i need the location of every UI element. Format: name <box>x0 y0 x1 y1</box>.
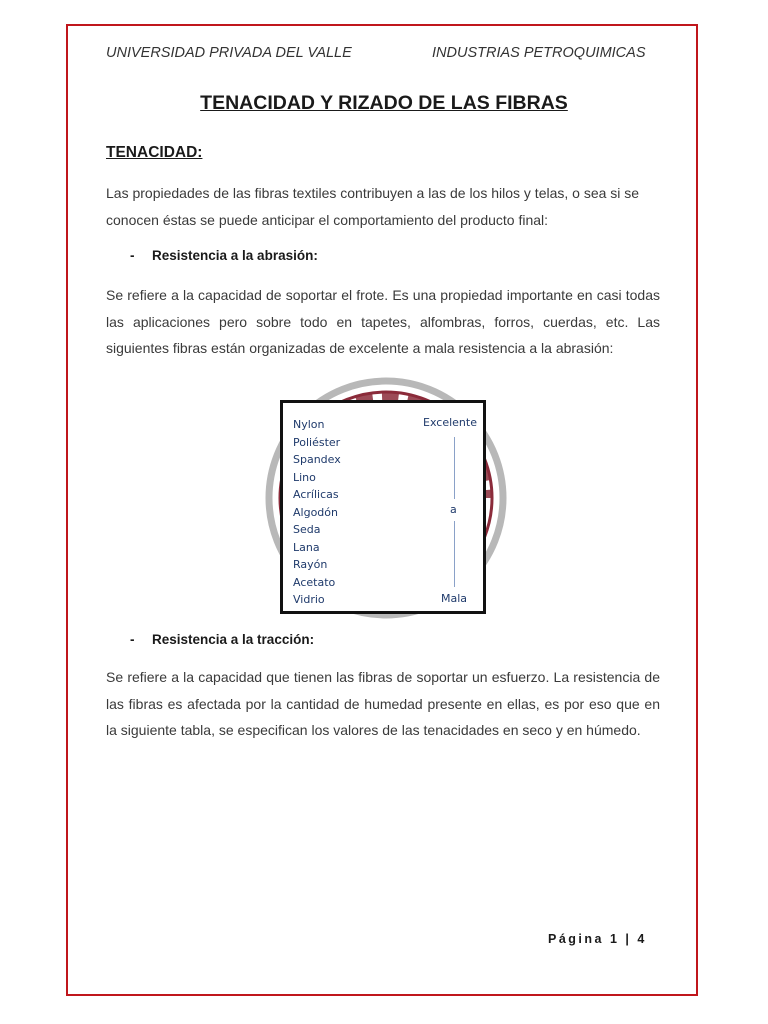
header-university: UNIVERSIDAD PRIVADA DEL VALLE <box>106 45 352 61</box>
abrasion-figure <box>248 370 524 628</box>
fiber-item: Acetato <box>293 575 336 589</box>
scale-line-lower <box>454 521 455 587</box>
fiber-ranking-box <box>280 400 486 614</box>
bullet-dash: - <box>130 632 135 647</box>
fiber-item: Seda <box>293 523 321 536</box>
document-title: TENACIDAD Y RIZADO DE LAS FIBRAS <box>200 92 568 114</box>
fiber-item: Lana <box>293 540 320 554</box>
fiber-item: Vidrio <box>293 593 325 606</box>
scale-label-excellent: Excelente <box>423 416 477 429</box>
fiber-item: Poliéster <box>293 435 341 449</box>
fiber-item: Nylon <box>293 418 325 431</box>
header-course: INDUSTRIAS PETROQUIMICAS <box>432 45 646 61</box>
fiber-item: Acrílicas <box>293 488 339 501</box>
scale-line-upper <box>454 437 455 499</box>
bullet-traction <box>130 632 314 647</box>
abrasion-paragraph: Se refiere a la capacidad de soportar el frote. Es una propiedad importante en casi todas las aplicaciones pero sobre todo en tapetes, alfombras, forros, cuerdas, etc. Las siguientes fibras están organizadas de excelente a mala resistencia a la abrasión: <box>106 287 660 356</box>
fiber-item: Rayón <box>293 558 328 571</box>
traction-paragraph: Se refiere a la capacidad que tienen las fibras de soportar un esfuerzo. La resistencia de las fibras es afectada por la cantidad de humedad presente en ellas, es por eso que en la siguiente tabla, se especifican los valores de las tenacidades en seco y en húmedo. <box>106 669 660 738</box>
page-number: Página 1 | 4 <box>548 932 647 946</box>
bullet-abrasion <box>130 248 318 263</box>
bullet-abrasion-label: Resistencia a la abrasión: <box>152 248 318 263</box>
scale-label-bad: Mala <box>441 592 468 605</box>
scale-label-a: a <box>450 503 457 516</box>
section-heading-tenacidad: TENACIDAD: <box>106 144 203 161</box>
fiber-item: Algodón <box>293 505 338 519</box>
bullet-traction-label: Resistencia a la tracción: <box>152 632 315 647</box>
intro-paragraph: Las propiedades de las fibras textiles contribuyen a las de los hilos y telas, o sea si se conocen éstas se puede anticipar el comportamiento del producto final: <box>106 185 640 228</box>
fiber-list <box>293 416 341 609</box>
bullet-dash: - <box>130 248 135 263</box>
fiber-item: Lino <box>293 470 316 484</box>
fiber-item: Spandex <box>293 453 341 466</box>
